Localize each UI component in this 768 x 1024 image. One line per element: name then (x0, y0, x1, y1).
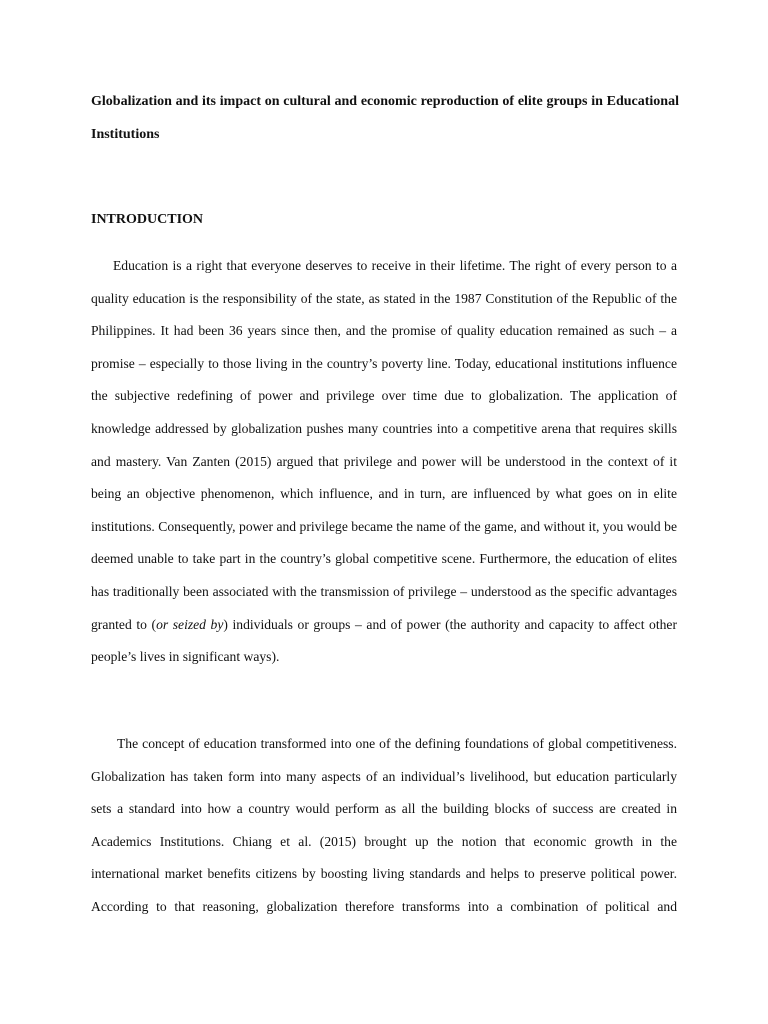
document-title: Globalization and its impact on cultural and economic reproduction of elite groups in Educational Institutions (91, 94, 679, 142)
paragraph-1-text-end: ) individuals or groups – and of power (the authority and capacity to affect other people’s lives in significant ways). (91, 616, 677, 665)
paragraph-2: The concept of education transformed into one of the defining foundations of global competitiveness. Globalization has taken form into many aspects of an individual’s livelihood, but education particularly sets a standard into how a country would perform as all the building blocks of success are created in Academics Institutions. Chiang et al. (2015) brought up the notion that economic growth in the international market benefits citizens by boosting living standards and helps to preserve political power. According to that reasoning, globalization therefore transforms into a combination of political and (91, 736, 677, 914)
paragraph-1-italic: or seized by (156, 616, 224, 632)
paragraph-1-text-start: Education is a right that everyone deserves to receive in their lifetime. The right of every person to a quality education is the responsibility of the state, as stated in the 1987 Constitution of the Republic of the Philippines. It had been 36 years since then, and the promise of quality education remained as such – a promise – especially to those living in the country’s poverty line. Today, educational institutions influence the subjective redefining of power and privilege over time due to globalization. The application of knowledge addressed by globalization pushes many countries into a competitive arena that requires skills and mastery. Van Zanten (2015) argued that privilege and power will be understood in the context of it being an objective phenomenon, which influence, and in turn, are influenced by what goes on in elite institutions. Consequently, power and privilege became the name of the game, and without it, you would be deemed unable to take part in the country’s global competitive scene. Furthermore, the education of elites has traditionally been associated with the transmission of privilege – understood as the specific advantages granted to ( (91, 258, 677, 632)
paragraph-1 (91, 250, 677, 674)
section-heading: INTRODUCTION (91, 212, 204, 227)
